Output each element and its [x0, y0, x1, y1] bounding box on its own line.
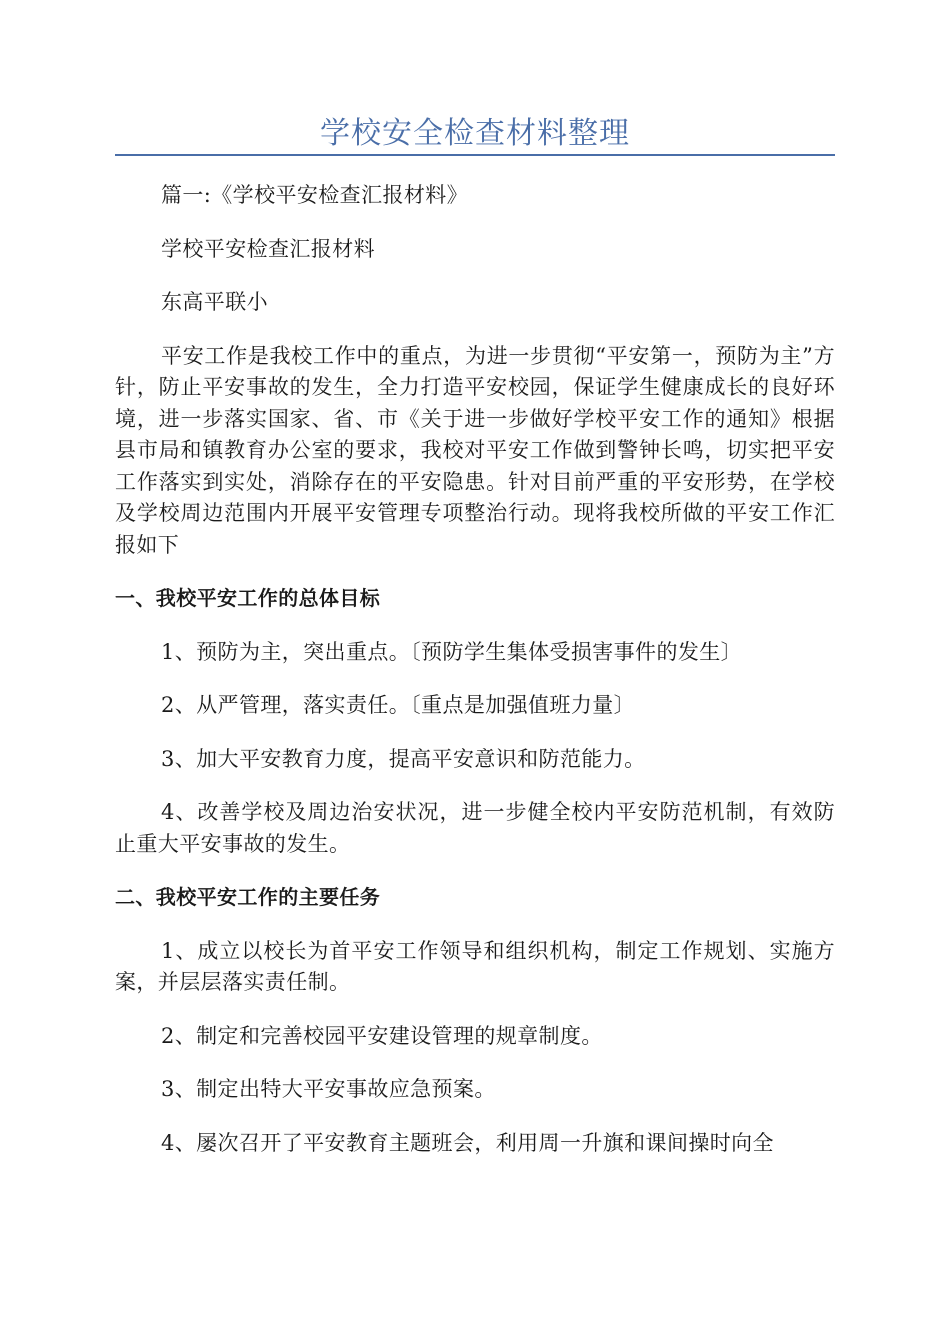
title-divider: [115, 154, 835, 156]
goal-item: 4、改善学校及周边治安状况，进一步健全校内平安防范机制，有效防止重大平安事故的发生。: [115, 800, 835, 856]
article-heading: 篇一:《学校平安检查汇报材料》: [161, 183, 469, 207]
report-title: 学校平安检查汇报材料: [161, 236, 375, 261]
intro-paragraph: 平安工作是我校工作中的重点，为进一步贯彻“平安第一，预防为主”方针，防止平安事故的发生，全力打造平安校园，保证学生健康成长的良好环境，进一步落实国家、省、市《关于进一步做好学校平安工作的通知》根据县市局和镇教育办公室的要求，我校对平安工作做到警钟长鸣，切实把平安工作落实到实处，消除存在的平安隐患。针对目前严重的平安形势，在学校及学校周边范围内开展平安管理专项整治行动。现将我校所做的平安工作汇报如下: [115, 343, 835, 557]
task-item: 4、屡次召开了平安教育主题班会，利用周一升旗和课间操时向全: [161, 1130, 774, 1155]
goal-item: 3、加大平安教育力度，提高平安意识和防范能力。: [161, 746, 646, 771]
section-heading-tasks: 二、我校平安工作的主要任务: [115, 885, 381, 909]
task-item: 3、制定出特大平安事故应急预案。: [161, 1077, 496, 1101]
task-item: 2、制定和完善校园平安建设管理的规章制度。: [161, 1023, 603, 1048]
document-title: 学校安全检查材料整理: [320, 116, 630, 151]
document-body: [115, 180, 835, 1181]
goal-item: 1、预防为主，突出重点。〔预防学生集体受损害事件的发生〕: [161, 639, 743, 664]
school-name: 东高平联小: [161, 290, 268, 314]
section-heading-goals: 一、我校平安工作的总体目标: [115, 586, 381, 610]
task-item: 1、成立以校长为首平安工作领导和组织机构，制定工作规划、实施方案，并层层落实责任制。: [115, 938, 835, 994]
goal-item: 2、从严管理，落实责任。〔重点是加强值班力量〕: [161, 693, 636, 717]
